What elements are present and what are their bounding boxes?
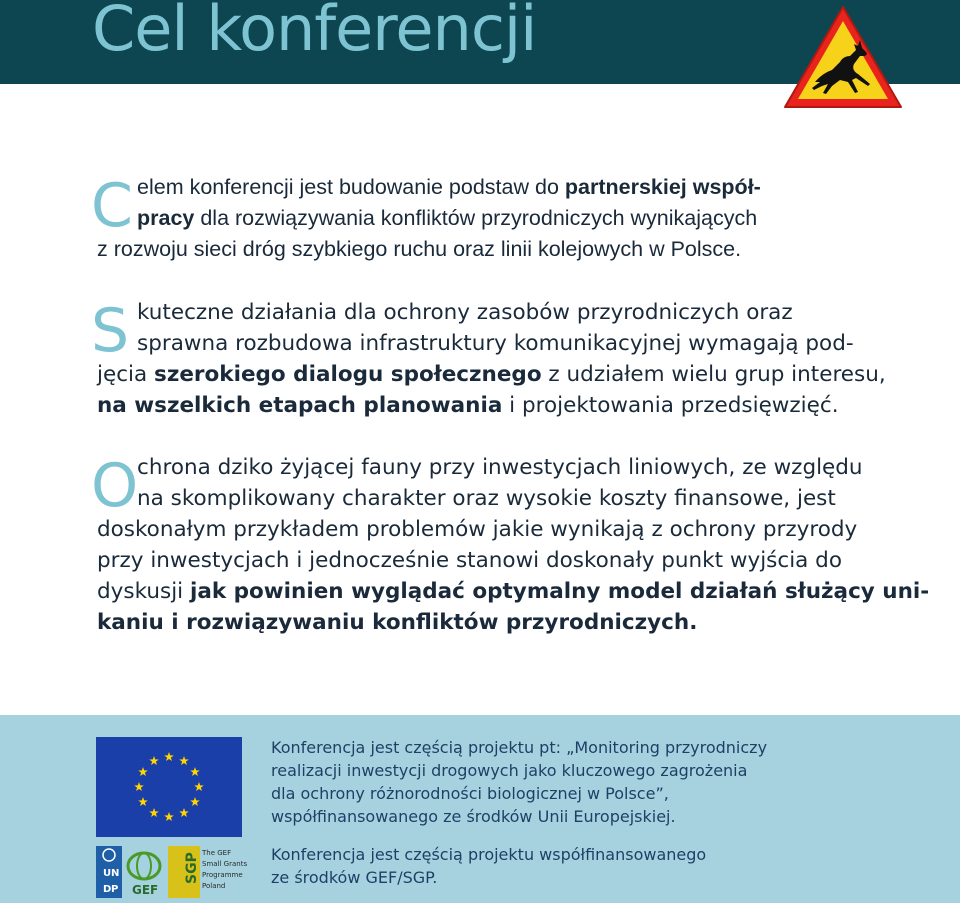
paragraph-wildlife: [91, 451, 930, 638]
footer-line: dla ochrony różnorodności biologicznej w Polsce”,: [271, 784, 669, 803]
text-line: jęcia szerokiego dialogu społecznego z udziałem wielu grup interesu,: [97, 362, 886, 387]
text-line: przy inwestycjach i jednocześnie stanowi doskonały punkt wyjścia do: [97, 548, 842, 573]
svg-text:Small Grants: Small Grants: [202, 860, 248, 868]
text-line: dyskusji jak powinien wyglądać optymalny model działań służący uni-: [97, 579, 930, 604]
svg-text:SGP: SGP: [184, 852, 200, 884]
page-title: Cel konferencji: [92, 0, 537, 65]
drop-cap: O: [91, 451, 139, 521]
svg-text:The GEF: The GEF: [202, 849, 232, 857]
paragraph-goal: [91, 171, 867, 265]
text-line: z rozwoju sieci dróg szybkiego ruchu oraz linii kolejowych w Polsce.: [97, 237, 742, 261]
svg-text:P: P: [111, 884, 119, 895]
undp-gef-sgp-logos: [96, 846, 248, 898]
drop-cap: C: [91, 171, 133, 241]
text-line: pracy dla rozwiązywania konfliktów przyrodniczych wynikających: [137, 206, 758, 230]
svg-text:Programme: Programme: [202, 871, 243, 879]
svg-text:D: D: [103, 884, 112, 895]
svg-text:Poland: Poland: [202, 882, 226, 890]
text-line: na wszelkich etapach planowania i projektowania przedsięwzięć.: [97, 393, 839, 418]
text-line: kuteczne działania dla ochrony zasobów przyrodniczych oraz: [137, 300, 793, 325]
footer-line: współfinansowanego ze środków Unii Europejskiej.: [271, 807, 676, 826]
footer-line: Konferencja jest częścią projektu pt: „Monitoring przyrodniczy: [271, 738, 768, 757]
footer-line: realizacji inwestycji drogowych jako kluczowego zagrożenia: [271, 761, 748, 780]
svg-text:GEF: GEF: [132, 883, 159, 897]
svg-text:N: N: [111, 868, 120, 879]
drop-cap: S: [91, 296, 130, 366]
text-line: doskonałym przykładem problemów jakie wynikają z ochrony przyrody: [97, 517, 858, 542]
footer-line: ze środków GEF/SGP.: [271, 868, 438, 887]
text-line: sprawna rozbudowa infrastruktury komunikacyjnej wymagają pod-: [137, 331, 854, 356]
text-line: kaniu i rozwiązywaniu konfliktów przyrodniczych.: [97, 610, 698, 635]
text-line: na skomplikowany charakter oraz wysokie koszty finansowe, jest: [137, 486, 836, 511]
footer-line: Konferencja jest częścią projektu współfinansowanego: [271, 845, 707, 864]
text-line: elem konferencji jest budowanie podstaw do partnerskiej współ-: [137, 175, 761, 199]
text-line: chrona dziko żyjącej fauny przy inwestycjach liniowych, ze względu: [137, 455, 863, 480]
paragraph-actions: [91, 296, 886, 421]
footer-project-text: [271, 736, 767, 828]
svg-text:U: U: [103, 868, 112, 879]
eu-flag-icon: [96, 737, 242, 837]
deer-crossing-warning-sign-icon: [782, 4, 904, 110]
footer-gef-text: [271, 843, 706, 889]
